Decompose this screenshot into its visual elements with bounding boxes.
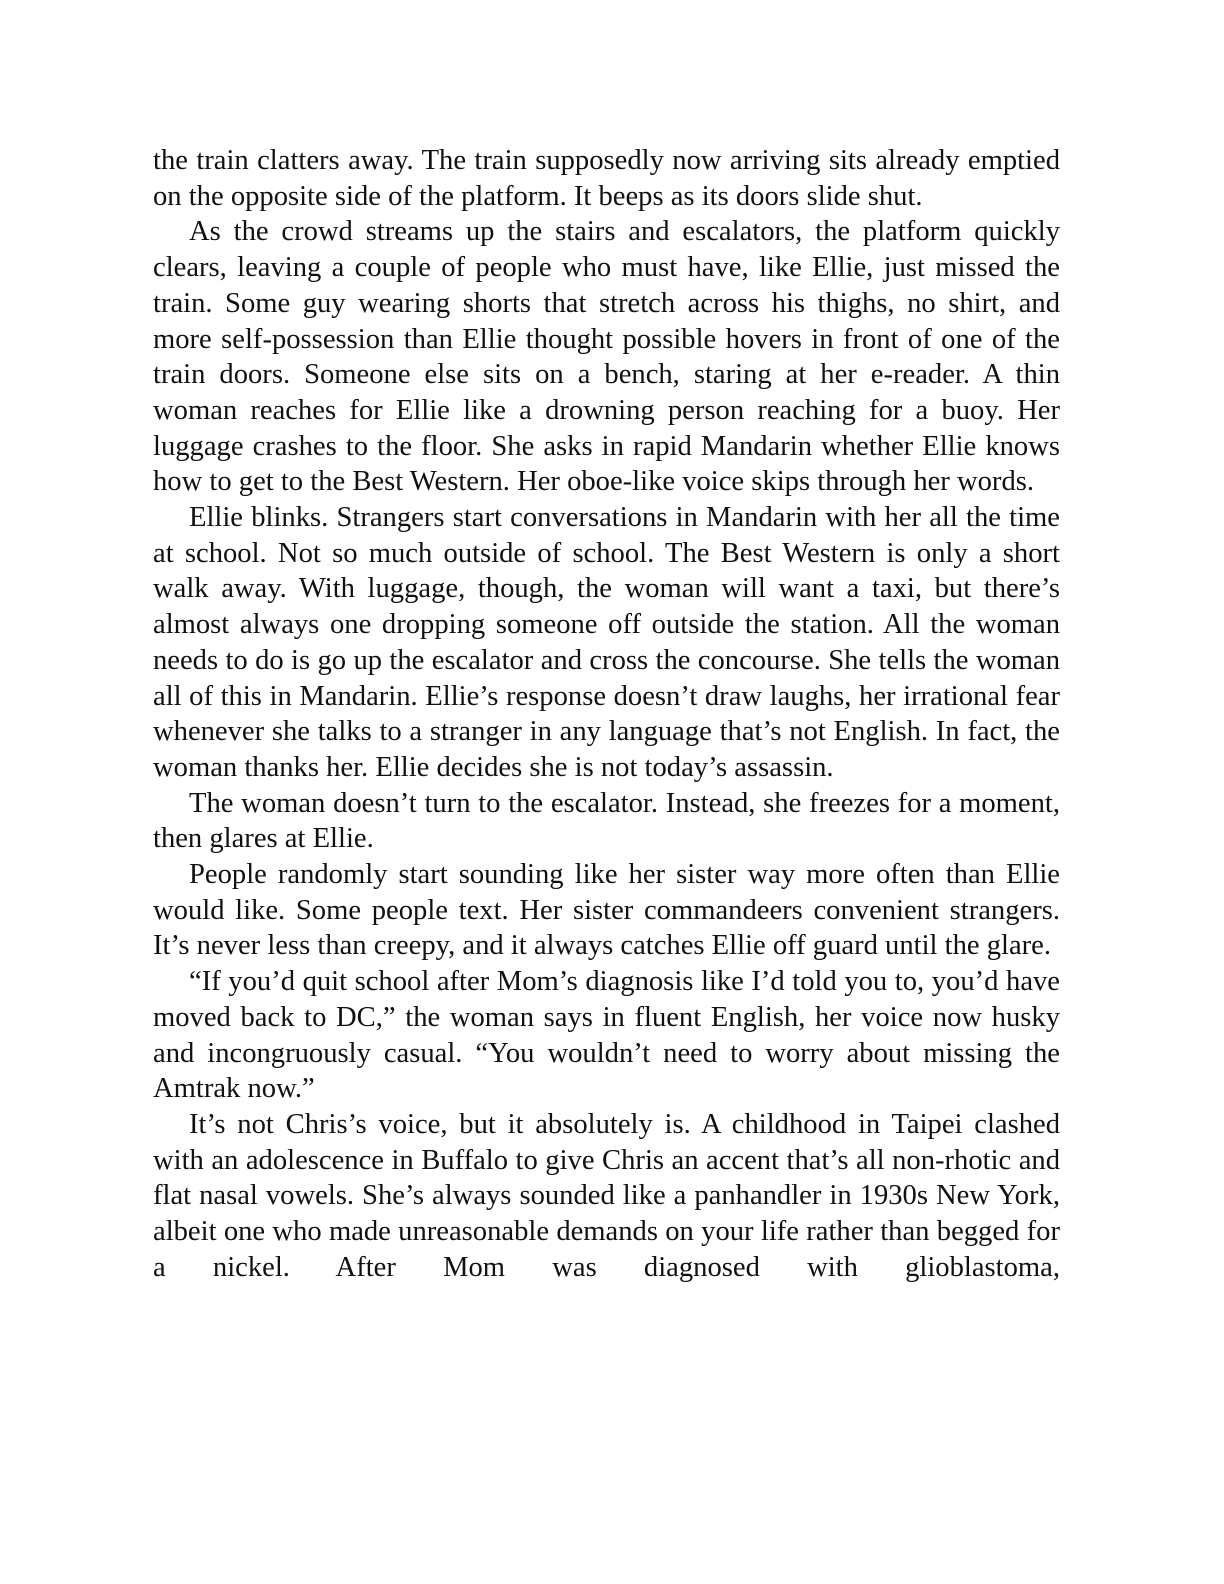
page-body bbox=[153, 143, 1060, 1286]
paragraph-7: It’s not Chris’s voice, but it absolutely is. A childhood in Taipei clashed with an adolescence in Buffalo to give Chris an accent that’s all non-rhotic and flat nasal vowels. She’s always sounded like a panhandler in 1930s New York, albeit one who made unreasonable demands on your life rather than begged for a nickel. After Mom was diagnosed with glioblastoma, bbox=[153, 1108, 1060, 1283]
paragraph-2: As the crowd streams up the stairs and escalators, the platform quickly clears, leaving a couple of people who must have, like Ellie, just missed the train. Some guy wearing shorts that stretch across his thighs, no shirt, and more self-possession than Ellie thought possible hovers in front of one of the train doors. Someone else sits on a bench, staring at her e-reader. A thin woman reaches for Ellie like a drowning person reaching for a buoy. Her luggage crashes to the floor. She asks in rapid Mandarin whether Ellie knows how to get to the Best Western. Her oboe-like voice skips through her words. bbox=[153, 216, 1060, 498]
paragraph-1: the train clatters away. The train supposedly now arriving sits already emptied on the opposite side of the platform. It beeps as its doors slide shut. bbox=[153, 145, 1060, 212]
paragraph-5: People randomly start sounding like her sister way more often than Ellie would like. Some people text. Her sister commandeers convenient strangers. It’s never less than creepy, and it always catches Ellie off guard until the glare. bbox=[153, 859, 1060, 962]
paragraph-3: Ellie blinks. Strangers start conversations in Mandarin with her all the time at school. Not so much outside of school. The Best Western is only a short walk away. With luggage, though, the woman will want a taxi, but there’s almost always one dropping someone off outside the station. All the woman needs to do is go up the escalator and cross the concourse. She tells the woman all of this in Mandarin. Ellie’s response doesn’t draw laughs, her irrational fear whenever she talks to a stranger in any language that’s not English. In fact, the woman thanks her. Ellie decides she is not today’s assassin. bbox=[153, 502, 1060, 783]
paragraph-6: “If you’d quit school after Mom’s diagnosis like I’d told you to, you’d have moved back to DC,” the woman says in fluent English, her voice now husky and incongruously casual. “You wouldn’t need to worry about missing the Amtrak now.” bbox=[153, 966, 1060, 1105]
paragraph-4: The woman doesn’t turn to the escalator. Instead, she freezes for a moment, then glares at Ellie. bbox=[153, 787, 1060, 855]
